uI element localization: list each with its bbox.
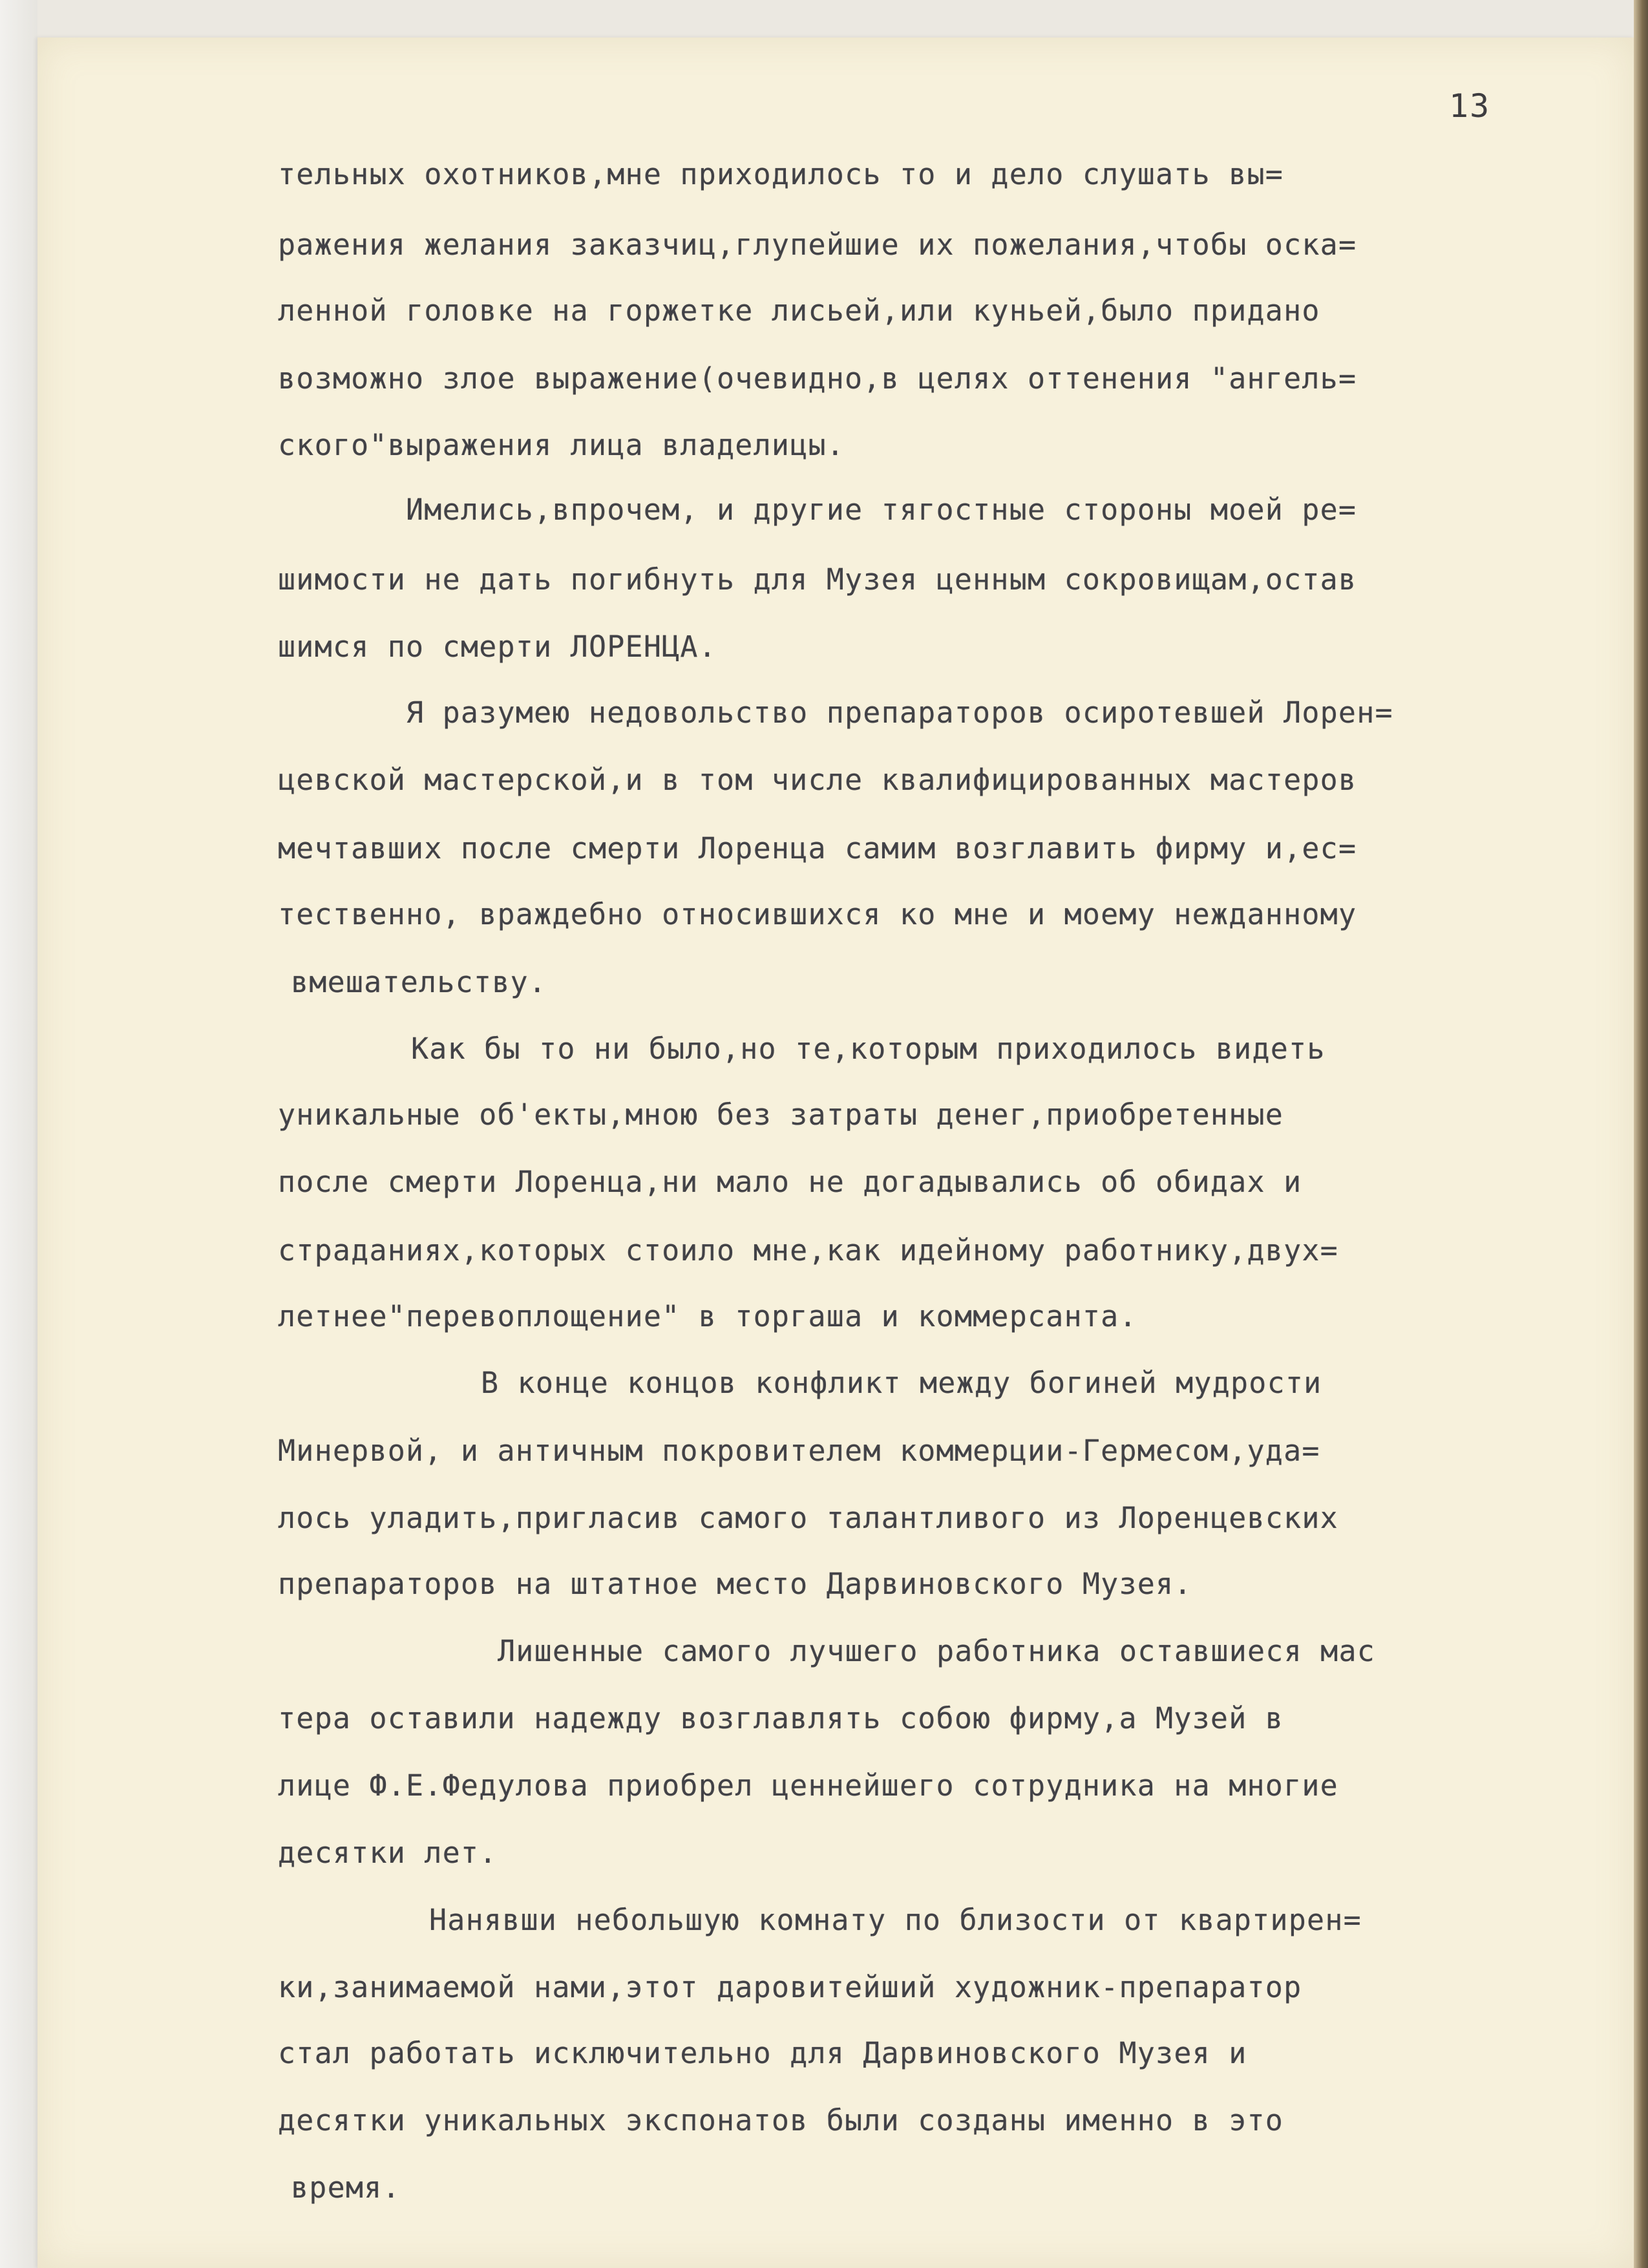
text-line: тественно, враждебно относившихся ко мне и моему нежданному bbox=[278, 897, 1357, 931]
text-line: время. bbox=[291, 2170, 401, 2205]
text-line: ленной головке на горжетке лисьей,или куньей,было придано bbox=[278, 293, 1320, 328]
text-line: мечтавших после смерти Лоренца самим возглавить фирму и,ес= bbox=[278, 831, 1357, 865]
scanner-left-margin bbox=[0, 0, 37, 2268]
text-line: десятки лет. bbox=[278, 1836, 498, 1870]
text-line: препараторов на штатное место Дарвиновского Музея. bbox=[278, 1567, 1192, 1601]
text-line: страданиях,которых стоило мне,как идейному работнику,двух= bbox=[278, 1233, 1338, 1267]
text-line: тельных охотников,мне приходилось то и дело слушать вы= bbox=[278, 157, 1284, 191]
text-line: уникальные об'екты,мною без затраты денег,приобретенные bbox=[278, 1097, 1284, 1132]
text-line: Минервой, и античным покровителем коммерции-Гермесом,уда= bbox=[278, 1434, 1320, 1468]
text-line: шимся по смерти ЛОРЕНЦА. bbox=[278, 630, 717, 664]
text-line: тера оставили надежду возглавлять собою фирму,а Музей в bbox=[278, 1701, 1284, 1735]
text-line: вмешательству. bbox=[291, 965, 547, 999]
text-line: летнее"перевоплощение" в торгаша и коммерсанта. bbox=[278, 1299, 1137, 1333]
text-line: ки,занимаемой нами,этот даровитейший художник-препаратор bbox=[278, 1970, 1302, 2004]
page-number: 13 bbox=[1449, 87, 1491, 125]
text-line: после смерти Лоренца,ни мало не догадывались об обидах и bbox=[278, 1165, 1302, 1199]
paragraph-first-line: Как бы то ни было,но те,которым приходилось видеть bbox=[411, 1032, 1326, 1066]
text-line: лось уладить,пригласив самого талантливого из Лоренцевских bbox=[278, 1501, 1338, 1535]
paragraph-first-line: Лишенные самого лучшего работника оставшиеся мас bbox=[498, 1634, 1376, 1668]
text-line: шимости не дать погибнуть для Музея ценным сокровищам,остав bbox=[278, 562, 1357, 597]
text-line: цевской мастерской,и в том числе квалифицированных мастеров bbox=[278, 763, 1357, 797]
text-line: лице Ф.Е.Федулова приобрел ценнейшего сотрудника на многие bbox=[278, 1768, 1338, 1803]
scanner-right-edge bbox=[1634, 0, 1648, 2268]
text-line: возможно злое выражение(очевидно,в целях оттенения "ангель= bbox=[278, 361, 1357, 396]
text-line: ражения желания заказчиц,глупейшие их пожелания,чтобы оска= bbox=[278, 228, 1357, 262]
paragraph-first-line: В конце концов конфликт между богиней мудрости bbox=[481, 1366, 1322, 1400]
text-line: стал работать исключительно для Дарвиновского Музея и bbox=[278, 2036, 1247, 2070]
paragraph-first-line: Нанявши небольшую комнату по близости от квартирен= bbox=[429, 1903, 1362, 1937]
paragraph-first-line: Имелись,впрочем, и другие тягостные стороны моей ре= bbox=[406, 493, 1357, 527]
text-line: десятки уникальных экспонатов были созданы именно в это bbox=[278, 2103, 1284, 2137]
text-line: ского"выражения лица владелицы. bbox=[278, 428, 845, 462]
paragraph-first-line: Я разумею недовольство препараторов осиротевшей Лорен= bbox=[406, 695, 1393, 730]
